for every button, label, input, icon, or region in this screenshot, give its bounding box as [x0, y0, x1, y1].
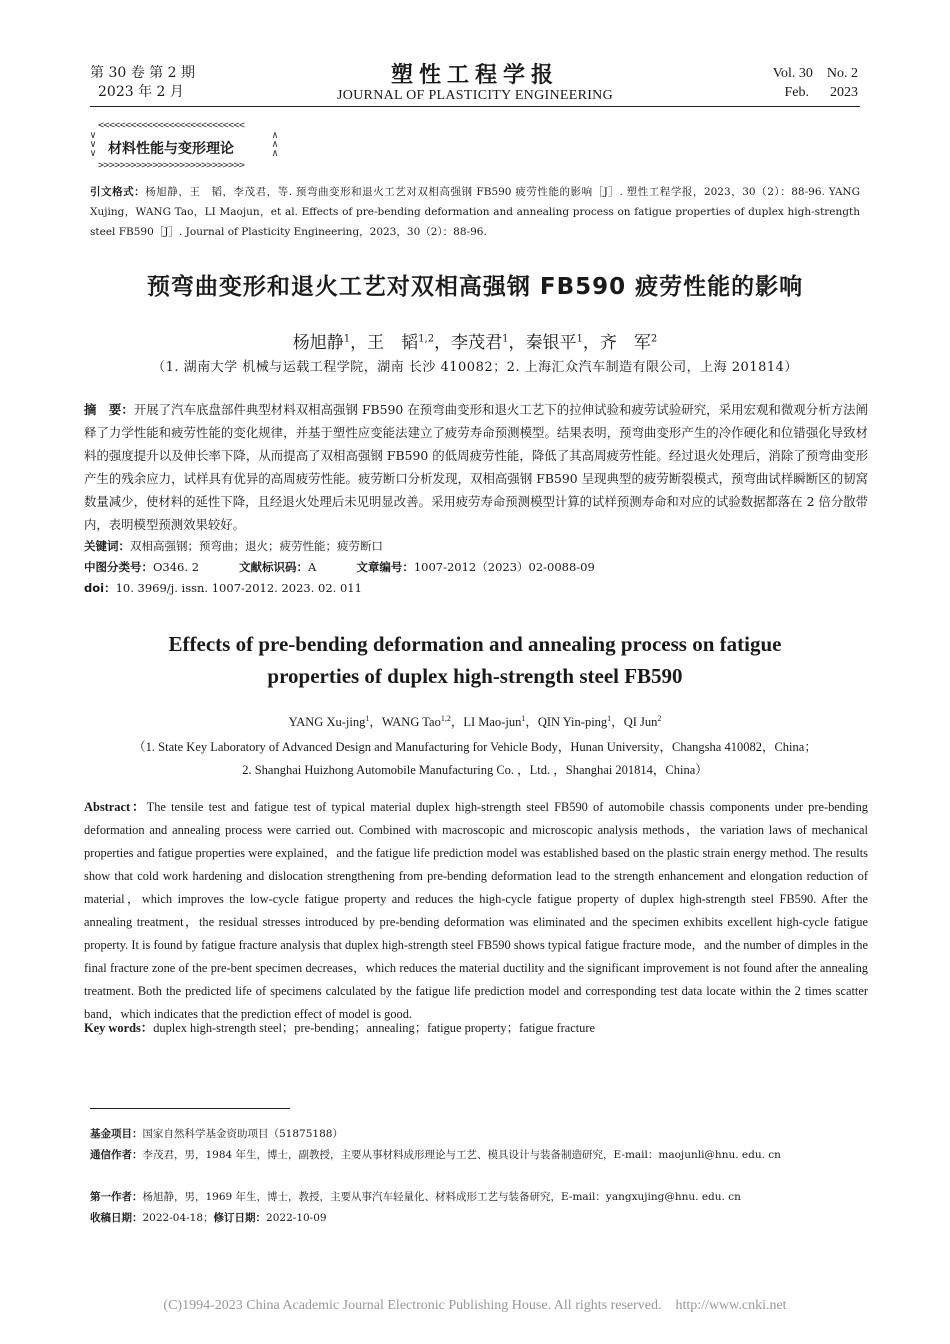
author-cn-name: 秦银平 — [525, 333, 577, 353]
keywords-cn-label: 关键词： — [84, 539, 130, 553]
header-volume-en — [773, 64, 858, 102]
date-en: Feb. 2023 — [784, 85, 858, 100]
volume-issue-cn: 第 30 卷 第 2 期 — [90, 65, 195, 81]
paper-title-cn: 预弯曲变形和退火工艺对双相高强钢 FB590 疲劳性能的影响 — [146, 274, 804, 300]
author-en-affil-marker: 2 — [657, 713, 662, 723]
journal-title-cn: 塑性工程学报 — [390, 62, 559, 88]
revised-label: 修订日期： — [213, 1212, 267, 1224]
author-cn-separator: ， — [582, 333, 600, 353]
header-rule — [90, 106, 860, 107]
article-no-label: 文章编号： — [356, 560, 414, 574]
abstract-cn-label: 摘 要： — [84, 402, 134, 417]
revised-date: 2022-10-09 — [266, 1212, 327, 1224]
abstract-cn — [84, 398, 868, 536]
journal-title-en: JOURNAL OF PLASTICITY ENGINEERING — [336, 88, 614, 103]
author-en-affil-marker: 1 — [607, 713, 612, 723]
author-cn-affil-marker: 1,2 — [418, 333, 435, 345]
abstract-en-label: Abstract： — [84, 800, 147, 814]
classification-line — [84, 557, 595, 577]
corresponding-label: 通信作者： — [90, 1149, 143, 1161]
fund-label: 基金项目： — [90, 1128, 143, 1140]
title-en-line-2: properties of duplex high-strength steel FB590 — [267, 664, 683, 688]
author-cn-name: 杨旭静 — [292, 333, 344, 353]
clc-value: O346. 2 — [153, 560, 200, 574]
corresponding-text: 李茂君，男，1984 年生，博士，副教授，主要从事材料成形理论与工艺、模具设计与装备制造研究，E-mail：maojunli@hnu. edu. cn — [142, 1149, 781, 1161]
first-author-label: 第一作者： — [90, 1191, 143, 1203]
keywords-en-label: Key words： — [84, 1021, 154, 1035]
author-cn-name: 李茂君 — [451, 333, 503, 353]
abstract-en — [84, 796, 868, 1026]
author-en-affil-marker: 1,2 — [440, 713, 451, 723]
first-author-text: 杨旭静，男，1969 年生，博士，教授，主要从事汽车轻量化、材料成形工艺与装备研究，E-mail：yangxujing@hnu. edu. cn — [142, 1191, 741, 1203]
keywords-cn-text: 双相高强钢；预弯曲；退火；疲劳性能；疲劳断口 — [130, 539, 383, 553]
clc-label: 中图分类号： — [84, 560, 153, 574]
author-en-affil-marker: 1 — [521, 713, 526, 723]
affiliation-cn: （1. 湖南大学 机械与运载工程学院，湖南 长沙 410082；2. 上海汇众汽车制造有限公司，上海 201814） — [152, 360, 798, 375]
author-cn-separator: ， — [350, 333, 368, 353]
author-cn-affil-marker: 1 — [502, 333, 509, 345]
footnote-first-author — [90, 1187, 860, 1207]
author-cn-affil-marker: 1 — [343, 333, 351, 345]
article-no-value: 1007-2012（2023）02-0088-09 — [413, 560, 595, 574]
keywords-cn — [84, 536, 383, 556]
received-date: 2022-04-18 — [142, 1212, 204, 1224]
received-label: 收稿日期： — [90, 1212, 143, 1224]
section-right-arrows: ∧ ∧ ∧ — [272, 130, 279, 159]
title-en-line-1: Effects of pre-bending deformation and annealing process on fatigue — [168, 632, 782, 656]
footnote-rule — [90, 1108, 290, 1109]
affiliation-en-line-2: 2. Shanghai Huizhong Automobile Manufacturing Co. ，Ltd. ，Shanghai 201814，China） — [242, 763, 708, 777]
dates-separator: ； — [203, 1212, 214, 1224]
abstract-en-text: The tensile test and fatigue test of typical material duplex high-strength steel FB590 of automobile chassis components under pre-bending deformation and annealing process were carried out. Combined with macroscopic and microscopic analysis methods，the variation laws of mechanical properties and fatigue properties were explained，and the fatigue life prediction model was established based on the plastic strain energy method. The results show that cold work hardening and dislocation strengthening from pre-bending deformation lead to the strength enhancement and elongation reduction of material，which improves the low-cycle fatigue property and reduces the high-cycle fatigue property of duplex high-strength steel FB590. After the annealing treatment，the residual stresses introduced by pre-bending deformation was eliminated and the specimen exhibits excellent high-cycle fatigue property. It is found by fatigue fracture analysis that duplex high-strength steel FB590 shows typical fatigue fracture mode，and the number of dimples in the final fracture zone of the pre-bent specimen decreases，which reduces the material ductility and the significant improvement is not found after the annealing treatment. Both the predicted life of specimens calculated by the fatigue life prediction model and corresponding test data locate within the 2 times scatter band，which indicates that the prediction effect of model is good. — [84, 800, 869, 1021]
section-label: 材料性能与变形理论 — [108, 141, 234, 157]
date-cn: 2023 年 2 月 — [98, 84, 184, 100]
section-bottom-arrows: >>>>>>>>>>>>>>>>>>>>>>>>>>> — [98, 160, 245, 171]
author-cn-separator: ， — [434, 333, 452, 353]
abstract-cn-text: 开展了汽车底盘部件典型材料双相高强钢 FB590 在预弯曲变形和退火工艺下的拉伸试验和疲劳试验研究，采用宏观和微观分析方法阐释了力学性能和疲劳性能的变化规律，并基于塑性应变能法建立了疲劳寿命预测模型。结果表明，预弯曲变形产生的冷作硬化和位错强化导致材料的强度提升以及伸长率下降，从而提高了双相高强钢 FB590 的低周疲劳性能，降低了其高周疲劳性能。经过退火处理后，消除了预弯曲变形产生的残余应力，试样具有优异的高周疲劳性能。疲劳断口分析发现，双相高强钢 FB590 呈现典型的疲劳断裂模式，预弯曲试样瞬断区的韧窝数量减少，使材料的延性下降，且经退火处理后未见明显改善。采用疲劳寿命预测模型计算的试样预测寿命和对应的试验数据都落在 2 倍分散带内，表明模型预测效果较好。 — [84, 402, 868, 532]
author-cn-affil-marker: 1 — [576, 333, 583, 345]
doc-code-value: A — [308, 560, 317, 574]
author-cn-affil-marker: 2 — [650, 333, 658, 345]
author-en-name: YANG Xu-jing — [288, 715, 366, 729]
authors-en — [0, 712, 950, 730]
affiliation-en-line-1: （1. State Key Laboratory of Advanced Design and Manufacturing for Vehicle Body，Hunan University，Changsha 410082，China； — [133, 740, 817, 754]
doi-label: doi： — [84, 581, 116, 595]
footnote-dates — [90, 1208, 860, 1228]
footnote-corresponding — [90, 1145, 860, 1165]
author-en-name: QIN Yin-ping — [537, 715, 608, 729]
author-en-name: LI Mao-jun — [463, 715, 522, 729]
doi-value[interactable]: 10. 3969/j. issn. 1007-2012. 2023. 02. 011 — [115, 581, 362, 595]
citation-format — [90, 182, 860, 242]
author-en-name: WANG Tao — [381, 715, 441, 729]
section-tag — [90, 120, 280, 174]
affiliation-en — [0, 736, 950, 782]
volume-issue-en: Vol. 30 No. 2 — [772, 66, 858, 81]
citation-label: 引文格式： — [90, 186, 146, 198]
author-en-separator: ， — [525, 715, 538, 729]
author-cn-separator: ， — [508, 333, 526, 353]
author-cn-name: 王 韬 — [367, 333, 419, 353]
keywords-en-text: duplex high-strength steel；pre-bending；annealing；fatigue property；fatigue fracture — [153, 1021, 595, 1035]
author-en-separator: ， — [611, 715, 624, 729]
author-en-separator: ， — [369, 715, 382, 729]
author-en-name: QI Jun — [623, 715, 658, 729]
citation-text: 杨旭静，王 韬，李茂君，等. 预弯曲变形和退火工艺对双相高强钢 FB590 疲劳性能的影响［J］. 塑性工程学报，2023，30（2）：88-96. YANG Xujing，WANG Tao，LI Maojun，et al. Effects of pre-bending deformation and annealing process on fatigue properties of duplex high-strength steel FB590［J］. Journal of Plasticity Engineering，2023，30（2）：88-96. — [90, 186, 860, 238]
section-top-arrows: <<<<<<<<<<<<<<<<<<<<<<<<<<< — [98, 120, 245, 131]
author-cn-name: 齐 军 — [599, 333, 651, 353]
doi-line — [84, 578, 362, 598]
authors-cn — [0, 328, 950, 353]
copyright-notice: (C)1994-2023 China Academic Journal Electronic Publishing House. All rights reserved. http://www.cnki.net — [163, 1298, 787, 1313]
keywords-en — [84, 1018, 868, 1036]
paper-title-en — [0, 628, 950, 692]
fund-text: 国家自然科学基金资助项目（51875188） — [142, 1128, 343, 1140]
doc-code-label: 文献标识码： — [239, 560, 309, 574]
section-left-arrows: ∨ ∨ ∨ — [90, 130, 97, 159]
author-en-separator: ， — [450, 715, 464, 729]
author-en-affil-marker: 1 — [365, 713, 370, 723]
footnote-fund — [90, 1124, 860, 1144]
